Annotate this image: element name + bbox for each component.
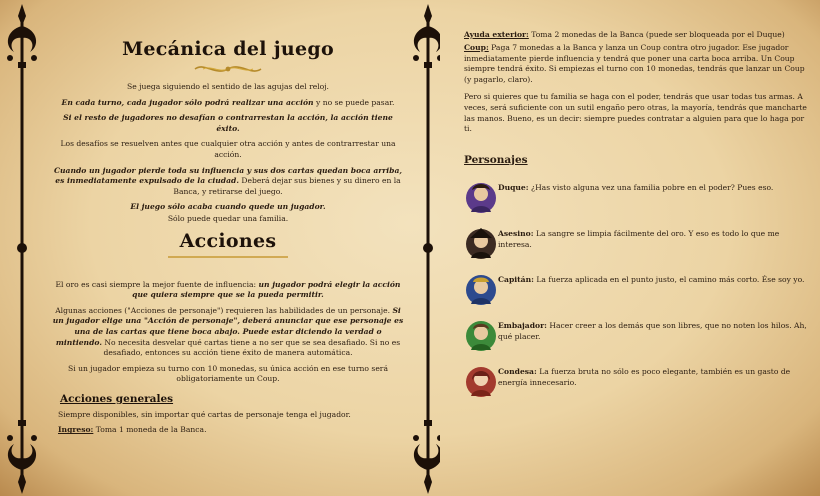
- mechanics-p5: [52, 166, 404, 198]
- actions-p1-emphasis: un jugador podrá elegir la acción que quiera siempre que se la pueda permitir.: [132, 279, 401, 300]
- character-capitan: [464, 270, 808, 316]
- mechanics-p4: Los desafíos se resuelven antes que cualquier otra acción y antes de contrarrestar una acción.: [60, 139, 396, 159]
- general-actions-title: Acciones generales: [60, 392, 174, 405]
- actions-p2: [52, 306, 404, 359]
- right-column: [464, 30, 808, 408]
- actions-p3: Si un jugador empieza su turno con 10 monedas, su única acción en ese turno será obligatoriamente un Coup.: [68, 363, 388, 384]
- embajador-name: Embajador:: [498, 320, 547, 330]
- ayuda-action: [464, 30, 808, 41]
- ingreso-label: Ingreso:: [58, 425, 94, 435]
- coup-action: [464, 43, 808, 86]
- advice-paragraph: Pero si quieres que tu familia se haga con el poder, tendrás que usar todas tus armas. A veces, será suficiente con un sutil engaño pero otras, la mayoría, tendrás que mancharte las manos. Bueno, es un decir: siempre puedes contratar a alguien para que lo haga por ti.: [464, 91, 807, 134]
- mechanics-p3: Si el resto de jugadores no desafían o contrarrestan la acción, la acción tiene éxito.: [63, 113, 393, 133]
- mechanics-p2-emphasis: En cada turno, cada jugador sólo podrá realizar una acción: [61, 97, 314, 107]
- coup-label: Coup:: [464, 42, 489, 52]
- actions-p2-emphasis: Si un jugador elige una "Acción de personaje", deberá anunciar que ese personaje es una de las cartas que tiene boca abajo. Puede estar diciendo la verdad o mintiendo.: [52, 305, 404, 347]
- coup-text: Paga 7 monedas a la Banca y lanza un Coup contra otro jugador. Ese jugador inmediatamente pierde influencia y tendrá que poner una carta boca arriba. Un Coup siempre tendrá éxito. Si empiezas el turno con 10 monedas, tendrás que lanzar un Coup (y pagarlo, claro).: [464, 42, 805, 85]
- left-column: [52, 36, 404, 441]
- condesa-quote: La fuerza bruta no sólo es poco elegante, también es un gasto de energía innecesario.: [498, 366, 791, 387]
- mechanics-title: Mecánica del juego: [122, 38, 334, 60]
- mechanics-p7: Sólo puede quedar una familia.: [167, 213, 289, 223]
- asesino-quote: La sangre se limpia fácilmente del oro. Y eso es todo lo que me interesa.: [498, 228, 780, 249]
- vertical-ornament-left-icon: [2, 0, 42, 496]
- condesa-name: Condesa:: [498, 366, 537, 376]
- capitan-name: Capitán:: [498, 274, 534, 284]
- general-actions-intro: Siempre disponibles, sin importar qué cartas de personaje tenga el jugador.: [58, 409, 351, 419]
- mechanics-p5-rest: Deberá dejar sus bienes y su dinero en la Banca, y retirarse del juego.: [173, 176, 401, 196]
- character-asesino: [464, 224, 808, 270]
- ingreso-text: Toma 1 moneda de la Banca.: [93, 425, 207, 435]
- mechanics-p5-emphasis: Cuando un jugador pierde toda su influencia y sus dos cartas quedan boca arriba, es inmediatamente expulsado de la ciudad.: [53, 165, 403, 186]
- character-duque: [464, 178, 808, 224]
- actions-p1: [52, 280, 404, 301]
- mechanics-p1: Se juega siguiendo el sentido de las agujas del reloj.: [127, 82, 329, 91]
- ayuda-text: Toma 2 monedas de la Banca (puede ser bloqueada por el Duque): [528, 30, 785, 39]
- duque-name: Duque:: [498, 182, 529, 192]
- character-condesa: [464, 362, 808, 408]
- actions-p2-plain: Algunas acciones ("Acciones de personaje") requieren las habilidades de un personaje.: [55, 305, 393, 315]
- duque-quote: ¿Has visto alguna vez una familia pobre en el poder? Pues eso.: [528, 182, 774, 192]
- gold-rule-icon: [168, 254, 288, 260]
- condesa-portrait-icon: [464, 362, 498, 402]
- asesino-name: Asesino:: [498, 228, 534, 238]
- actions-title: Acciones: [179, 229, 277, 252]
- ayuda-label: Ayuda exterior:: [464, 30, 529, 39]
- capitan-portrait-icon: [464, 270, 498, 310]
- duque-portrait-icon: [464, 178, 498, 218]
- asesino-text: [498, 229, 808, 251]
- right-page: [440, 0, 820, 496]
- capitan-quote: La fuerza aplicada en el punto justo, el camino más corto. Ése soy yo.: [533, 274, 805, 284]
- embajador-quote: Hacer creer a los demás que son libres, que no noten los hilos. Ah, qué placer.: [498, 320, 807, 341]
- condesa-text: [498, 367, 808, 389]
- asesino-portrait-icon: [464, 224, 498, 264]
- vertical-ornament-center-icon: [408, 0, 440, 496]
- embajador-portrait-icon: [464, 316, 498, 356]
- actions-p1-plain: El oro es casi siempre la mejor fuente de influencia:: [55, 279, 259, 289]
- capitan-text: [498, 275, 808, 286]
- actions-p2-rest: No necesita desvelar qué cartas tiene a no ser que se sea desafiado. Si no es desafiado, entonces su acción tiene éxito de manera automática.: [101, 337, 401, 358]
- characters-title: Personajes: [464, 154, 528, 167]
- mechanics-p2: [52, 98, 404, 109]
- duque-text: [498, 183, 808, 194]
- mechanics-p2-rest: y no se puede pasar.: [313, 97, 395, 107]
- gold-flourish-icon: [193, 62, 263, 76]
- character-embajador: [464, 316, 808, 362]
- mechanics-p6: El juego sólo acaba cuando quede un jugador.: [130, 202, 326, 212]
- embajador-text: [498, 321, 808, 343]
- ingreso-action: [58, 425, 404, 436]
